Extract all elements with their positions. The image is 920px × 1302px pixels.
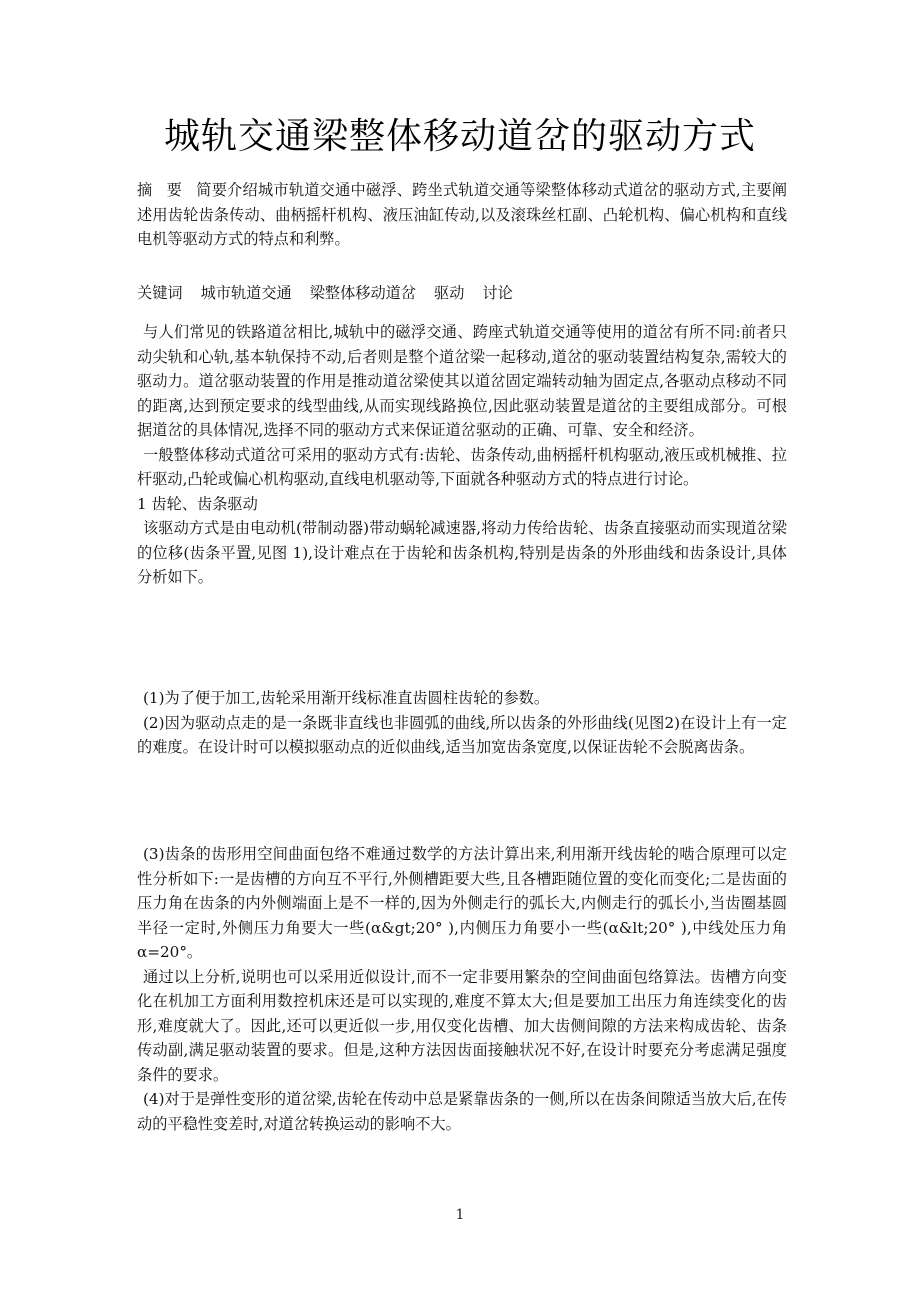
list-item-3-line: 要大一些(α&gt;20° ),内侧压力角要小一些(α&lt;20° ),中线处压力角α=20 <box>137 918 788 961</box>
list-item-1: (1)为了便于加工,齿轮采用渐开线标准直齿圆柱齿轮的参数。 <box>143 689 550 707</box>
list-item-3-line: 因为外侧走行的弧长大,内侧走行的弧长小,当齿圈基圆半径一定时,外侧压力角 <box>137 894 788 937</box>
intro-section <box>137 320 787 590</box>
keywords-label: 关键词 <box>137 284 183 302</box>
abstract-text: 简要介绍城市轨道交通中磁浮、跨坐式轨道交通等梁整体移动式道岔的驱动方式,主要阐述用齿轮齿条传动、曲柄摇杆机构、液压油缸传动,以及滚珠丝杠副、凸轮机构、偏心机构和直线电机等驱动方式的特点和利弊。 <box>137 181 788 248</box>
list-item-3-line: (3)齿条的齿形用空间曲面包络不难通过数学的方法计算出来,利用渐开线齿轮 <box>143 845 664 863</box>
abstract <box>137 178 787 252</box>
list-item-4: (4)对于是弹性变形的道岔梁,齿轮在传动中总是紧靠齿条的一侧,所以在齿条间隙适当放大后,在传动的平稳性变差时,对道岔转换运动的影响不大。 <box>137 1090 787 1133</box>
page-number: 1 <box>455 1207 465 1223</box>
section-1-items-b <box>137 842 787 1136</box>
list-item-3-line: 的啮合原理可以定性分析如下:一是齿槽的方向互不平行,外侧槽距要大些,且各 <box>137 845 787 888</box>
abstract-label-1: 摘 <box>137 181 153 199</box>
paragraph-drive-types: 一般整体移动式道岔可采用的驱动方式有:齿轮、齿条传动,曲柄摇杆机构驱动,液压或机械推、拉杆驱动,凸轮或偏心机构驱动,直线电机驱动等,下面就各种驱动方式的特点进行讨论。 <box>137 445 787 488</box>
list-item-2: (2)因为驱动点走的是一条既非直线也非圆弧的曲线,所以齿条的外形曲线(见图2)在设计上有一定的难度。在设计时可以模拟驱动点的近似曲线,适当加宽齿条宽度,以保证齿轮不会脱离齿条。 <box>137 713 787 756</box>
keyword: 讨论 <box>482 284 513 302</box>
list-item-3-line: 槽距随位置的变化而变化;二是齿面的压力角在齿条的内外侧端面上是不一样的, <box>137 869 787 912</box>
paragraph-intro: 与人们常见的铁路道岔相比,城轨中的磁浮交通、跨座式轨道交通等使用的道岔有所不同:前者只动尖轨和心轨,基本轨保持不动,后者则是整个道岔梁一起移动,道岔的驱动装置结构复杂,需较大的驱动力。道岔驱动装置的作用是推动道岔梁使其以道岔固定端转动轴为固定点,各驱动点移动不同的距离,达到预定要求的线型曲线,从而实现线路换位,因此驱动装置是道岔的主要组成部分。可根据道岔的具体情况,选择不同的驱动方式来保证道岔驱动的正确、可靠、安全和经济。 <box>137 323 787 439</box>
keyword: 城市轨道交通 <box>200 284 292 302</box>
analysis-paragraph: 通过以上分析,说明也可以采用近似设计,而不一定非要用繁杂的空间曲面包络算法。齿槽方向变化在机加工方面利用数控机床还是可以实现的,难度不算太大;但是要加工出压力角连续变化的齿形,难度就大了。因此,还可以更近似一步,用仅变化齿槽、加大齿侧间隙的方法来构成齿轮、齿条传动副,满足驱动装置的要求。但是,这种方法因齿面接触状况不好,在设计时要充分考虑满足强度条件的要求。 <box>137 967 787 1084</box>
keywords <box>137 281 787 306</box>
list-item-3-line: °。 <box>179 943 203 961</box>
section-1-heading: 1 齿轮、齿条驱动 <box>137 494 258 513</box>
abstract-label-2: 要 <box>166 181 183 199</box>
keyword: 梁整体移动道岔 <box>309 284 416 302</box>
keyword: 驱动 <box>434 284 465 302</box>
document-title: 城轨交通梁整体移动道岔的驱动方式 <box>163 116 756 157</box>
list-item-3 <box>137 842 787 965</box>
section-1-items-a <box>137 686 787 760</box>
section-1-intro: 该驱动方式是由电动机(带制动器)带动蜗轮减速器,将动力传给齿轮、齿条直接驱动而实现道岔梁的位移(齿条平置,见图 1),设计难点在于齿轮和齿条机构,特别是齿条的外形曲线和齿条设计,具体分析如下。 <box>137 519 787 586</box>
